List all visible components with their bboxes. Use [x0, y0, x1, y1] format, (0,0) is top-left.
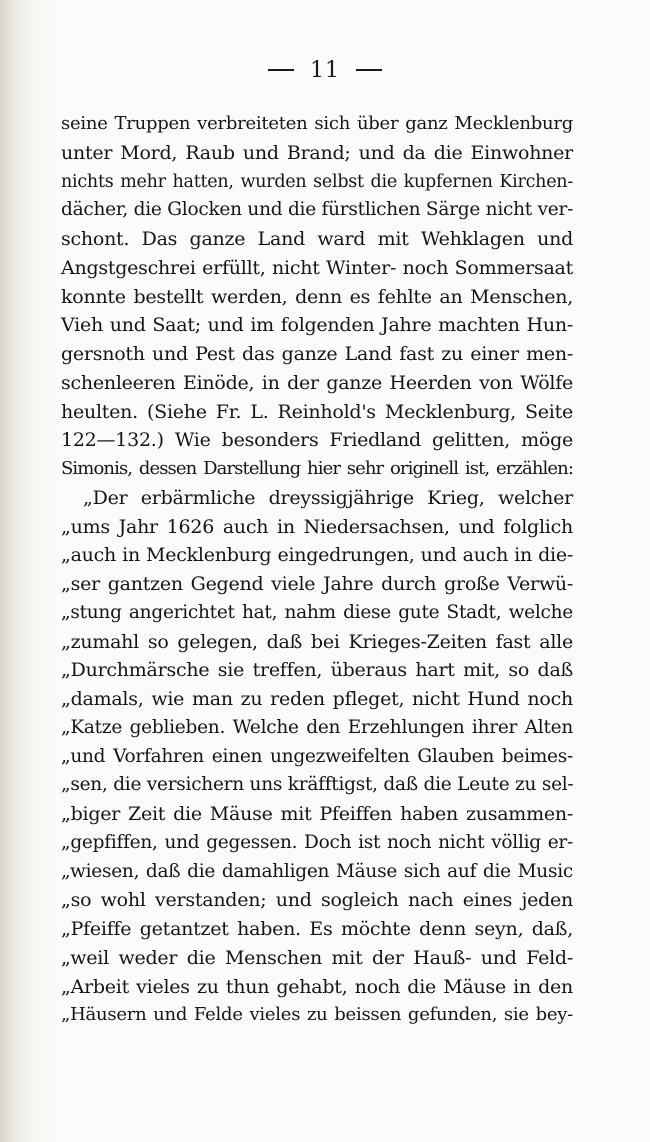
text-line: unter Mord, Raub und Brand; und da die Einwohner [61, 141, 573, 164]
text-line: „ser gantzen Gegend viele Jahre durch große Verwü- [61, 573, 573, 595]
page-number: 11 [310, 58, 340, 83]
text-line: „Durchmärsche sie treffen, überaus hart mit, so daß [61, 659, 573, 682]
text-line: „damals, wie man zu reden pfleget, nicht Hund noch [61, 688, 573, 710]
text-line: „gepfiffen, und gegessen. Doch ist noch nicht völlig er- [61, 831, 573, 853]
text-line: „zumahl so gelegen, daß bei Krieges-Zeiten fast alle [61, 630, 573, 653]
text-line: „wiesen, daß die damahligen Mäuse sich auf die Music [61, 860, 573, 882]
text-line: 122—132.) Wie besonders Friedland gelitten, möge [61, 429, 573, 452]
text-line: dächer, die Glocken und die fürstlichen Särge nicht ver- [61, 199, 574, 221]
text-line: konnte bestellt werden, denn es fehlte an Menschen, [61, 285, 573, 308]
text-line: Vieh und Saat; und im folgenden Jahre machten Hun- [61, 314, 573, 337]
body-text [61, 110, 573, 1030]
header-dash-right [356, 69, 382, 71]
text-line: „so wohl verstanden; und sogleich nach eines jeden [61, 889, 573, 912]
page-header [0, 58, 650, 83]
text-line: „sen, die versichern uns kräfftigst, daß die Leute zu sel- [61, 774, 574, 796]
text-line: schont. Das ganze Land ward mit Wehklagen und [61, 228, 573, 250]
text-line: „ums Jahr 1626 auch in Niedersachsen, und folglich [61, 515, 573, 538]
text-line: Simonis, dessen Darstellung hier sehr originell ist, erzählen: [61, 458, 573, 479]
text-line: „Häusern und Felde vieles zu beissen gefunden, sie bey- [61, 1004, 573, 1026]
text-line: „weil weder die Menschen mit der Hauß- und Feld- [61, 946, 573, 969]
text-line: seine Truppen verbreiteten sich über ganz Mecklenburg [61, 113, 573, 134]
text-line: „auch in Mecklenburg eingedrungen, und auch in die- [61, 544, 573, 567]
text-line: „Arbeit vieles zu thun gehabt, noch die Mäuse in den [61, 975, 573, 998]
text-line: Angstgeschrei erfüllt, nicht Winter- noch Sommersaat [61, 256, 573, 279]
header-dash-left [268, 69, 294, 71]
quote-start-line: „Der erbärmliche dreyssigjährige Krieg, welcher [83, 486, 573, 509]
text-line: gersnoth und Pest das ganze Land fast zu einer men- [61, 343, 573, 365]
text-line: schenleeren Einöde, in der ganze Heerden von Wölfe [61, 371, 573, 394]
text-line: „stung angerichtet hat, nahm diese gute Stadt, welche [61, 601, 573, 623]
text-line: heulten. (Siehe Fr. L. Reinhold's Mecklenburg, Seite [61, 400, 573, 423]
text-line: nichts mehr hatten, wurden selbst die kupfernen Kirchen- [61, 171, 573, 192]
text-line: „Katze geblieben. Welche den Erzehlungen ihrer Alten [61, 716, 573, 738]
text-line: „und Vorfahren einen ungezweifelten Glauben beimes- [61, 745, 573, 767]
text-line: „biger Zeit die Mäuse mit Pfeiffen haben zusammen- [61, 803, 573, 825]
text-line: „Pfeiffe getantzet haben. Es möchte denn seyn, daß, [61, 918, 573, 940]
